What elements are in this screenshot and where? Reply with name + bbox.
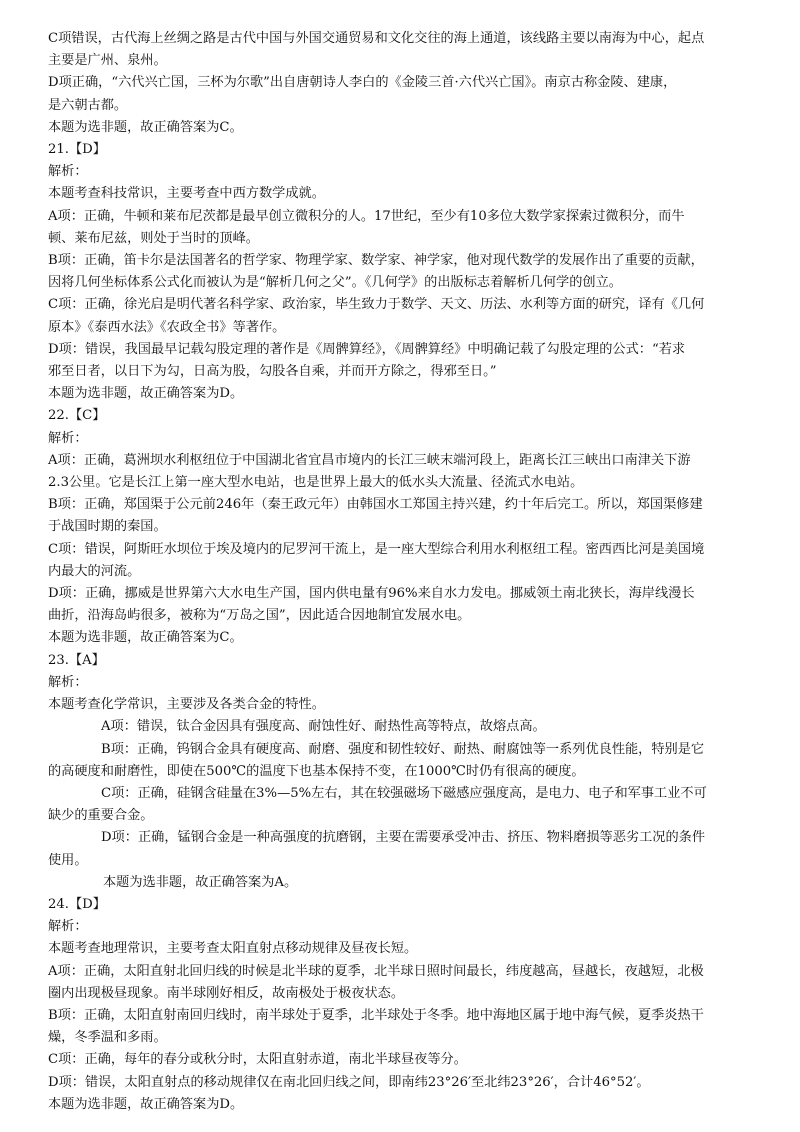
text-line: B项：正确，太阳直射南回归线时，南半球处于夏季，北半球处于冬季。地中海地区属于地中海气候，夏季炎热干 [48,1007,704,1023]
text-line: B项：正确，郑国渠于公元前246年（秦王政元年）由韩国水工郑国主持兴建，约十年后完工。所以，郑国渠修建 [48,497,703,513]
text-line: 解析： [48,164,88,180]
text-line: C项：正确，每年的春分或秋分时，太阳直射赤道，南北半球昼夜等分。 [48,1052,467,1068]
text-line: C项：正确，硅钢含硅量在3%—5%左右，其在较强磁场下磁感应强度高，是电力、电子和军事工业不可 [101,785,707,801]
text-line: 本题考查化学常识，主要涉及各类合金的特性。 [48,697,325,713]
text-line: 本题为选非题，故正确答案为D。 [48,386,244,402]
text-line: 23.【A】 [48,652,105,668]
text-line: B项：正确，钨钢合金具有硬度高、耐磨、强度和韧性较好、耐热、耐腐蚀等一系列优良性能，特别是它 [101,741,705,757]
text-line: C项错误，古代海上丝绸之路是古代中国与外国交通贸易和文化交往的海上通道，该线路主要以南海为中心，起点 [48,31,705,46]
text-line: D项：正确，锰钢合金是一种高强度的抗磨钢，主要在需要承受冲击、挤压、物料磨损等恶劣工况的条件 [101,830,706,846]
text-line: 原本》《泰西水法》《农政全书》等著作。 [48,319,286,335]
text-line: 本题考查科技常识，主要考查中西方数学成就。 [48,186,325,202]
text-line: A项：正确，太阳直射北回归线的时候是北半球的夏季，北半球日照时间最长，纬度越高，昼越长，夜越短，北极 [48,963,704,979]
text-line: 本题为选非题，故正确答案为D。 [48,1096,244,1112]
text-line: 24.【D】 [48,896,106,912]
text-line: 2.3公里。它是长江上第一座大型水电站，也是世界上最大的低水头大流量、径流式水电站。 [48,475,584,491]
text-line: A项：错误，钛合金因具有强度高、耐蚀性好、耐热性高等特点，故熔点高。 [101,719,546,735]
text-line: 解析： [48,674,88,690]
text-line: 圈内出现极昼现象。南半球刚好相反，故南极处于极夜状态。 [48,985,405,1001]
text-line: 解析： [48,919,88,935]
text-line: C项：错误，阿斯旺水坝位于埃及境内的尼罗河干流上，是一座大型综合利用水利枢纽工程。密西西比河是美国境 [48,541,705,557]
text-line: 缺少的重要合金。 [48,808,154,824]
text-line: 内最大的河流。 [48,563,141,579]
text-line: 使用。 [48,852,88,868]
text-line: 燥，冬季温和多雨。 [48,1030,167,1046]
text-line: 解析： [48,430,88,446]
text-line: 因将几何坐标体系公式化而被认为是“解析几何之父”。《几何学》的出版标志着解析几何学的创立。 [48,275,622,291]
text-line: 于战国时期的秦国。 [48,519,167,535]
text-line: A项：正确，葛洲坝水利枢纽位于中国湖北省宜昌市境内的长江三峡末端河段上，距离长江三峡出口南津关下游 [48,452,691,468]
text-line: D项正确，“六代兴亡国，三杯为尔歌”出自唐朝诗人李白的《金陵三首·六代兴亡国》。南京古称金陵、建康， [48,75,677,91]
text-line: 是六朝古都。 [48,97,128,113]
text-line: 22.【C】 [48,408,106,424]
text-line: 主要是广州、泉州。 [48,53,167,69]
text-line: 曲折，沿海岛屿很多，被称为“万岛之国”，因此适合因地制宜发展水电。 [48,608,471,624]
text-line: 的高硬度和耐磨性，即使在500℃的温度下也基本保持不变，在1000℃时仍有很高的硬度。 [48,763,585,779]
text-line: 本题考查地理常识，主要考查太阳直射点移动规律及昼夜长短。 [48,941,418,957]
text-line: B项：正确，笛卡尔是法国著名的哲学家、物理学家、数学家、神学家，他对现代数学的发展作出了重要的贡献， [48,253,704,269]
text-line: A项：正确，牛顿和莱布尼茨都是最早创立微积分的人。17世纪，至少有10多位大数学家探索过微积分，而牛 [48,208,685,224]
text-line: D项：正确，挪威是世界第六大水电生产国，国内供电量有96%来自水力发电。挪威领土南北狭长，海岸线漫长 [48,586,695,602]
text-line: 21.【D】 [48,142,106,158]
text-line: 邪至日者，以日下为勾，日高为股，勾股各自乘，并而开方除之，得邪至日。” [48,364,497,380]
text-line: 顿、莱布尼兹，则处于当时的顶峰。 [48,230,259,246]
text-line: D项：错误，太阳直射点的移动规律仅在南北回归线之间，即南纬23°26′至北纬23°26′，合计46°52′。 [48,1074,650,1090]
text-line: 本题为选非题，故正确答案为A。 [103,874,298,890]
text-line: 本题为选非题，故正确答案为C。 [48,119,243,135]
text-line: C项：正确，徐光启是明代著名科学家、政治家，毕生致力于数学、天文、历法、水利等方面的研究，译有《几何 [48,297,705,313]
text-line: D项：错误，我国最早记载勾股定理的著作是《周髀算经》，《周髀算经》中明确记载了勾股定理的公式：“若求 [48,341,686,357]
text-line: 本题为选非题，故正确答案为C。 [48,630,243,646]
